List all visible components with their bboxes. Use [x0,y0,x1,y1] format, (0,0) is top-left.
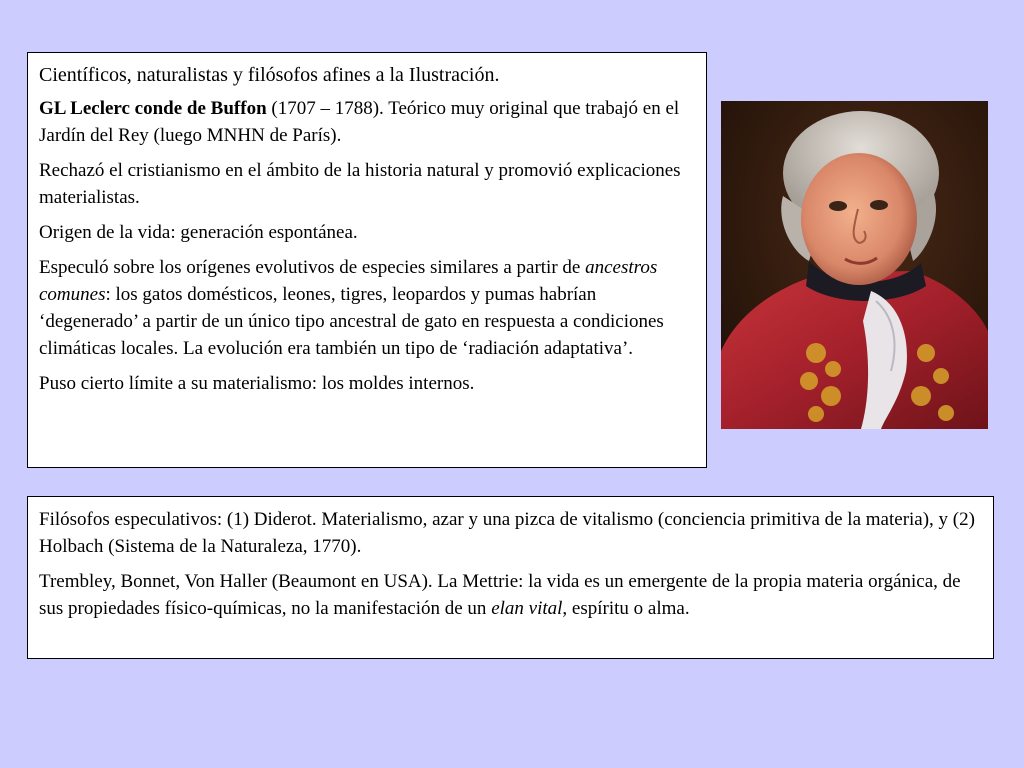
philosophers-paragraph: Filósofos especulativos: (1) Diderot. Materialismo, azar y una pizca de vitalismo (conciencia primitiva de la materia), y (2) Holbach (Sistema de la Naturaleza, 1770). [39,509,975,557]
buffon-paragraph [39,95,696,149]
slide-heading: Científicos, naturalistas y filósofos afines a la Ilustración. [39,64,500,86]
speculation-italic-term: ancestros comunes [39,257,658,305]
limit-paragraph: Puso cierto límite a su materialismo: los moldes internos. [39,373,475,394]
buffon-text-box [27,52,707,468]
trembley-paragraph [39,568,983,622]
buffon-name: GL Leclerc conde de Buffon [39,98,267,119]
trembley-text-start: Trembley, Bonnet, Von Haller (Beaumont en USA). La Mettrie: la vida es un emergente de la propia materia orgánica, de sus propiedades físico-químicas, no la manifestación de un [39,571,961,619]
origin-paragraph: Origen de la vida: generación espontánea. [39,222,358,243]
speculation-text-end: : los gatos domésticos, leones, tigres, leopardos y pumas habrían ‘degenerado’ a partir de un único tipo ancestral de gato en respuesta a condiciones climáticas locales. La evolución era también un tipo de ‘radiación adaptativa’. [39,284,664,359]
rejection-paragraph: Rechazó el cristianismo en el ámbito de la historia natural y promovió explicaciones materialistas. [39,160,681,208]
trembley-italic-term: elan vital [491,598,563,619]
trembley-text-end: , espíritu o alma. [562,598,690,619]
speculation-paragraph [39,254,696,362]
philosophers-text-box [27,496,994,659]
buffon-description: (1707 – 1788). Teórico muy original que trabajó en el Jardín del Rey (luego MNHN de París). [39,98,680,146]
buffon-portrait-image [721,101,988,429]
speculation-text-start: Especuló sobre los orígenes evolutivos de especies similares a partir de [39,257,586,278]
